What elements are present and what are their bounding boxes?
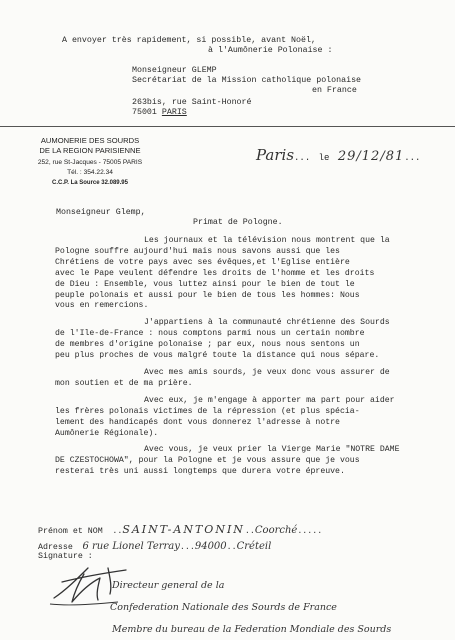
address-dots: ... bbox=[179, 543, 195, 552]
p1-line-3: Chrétiens de votre pays avec ses évêques,et l'Eglise entière bbox=[55, 257, 350, 267]
name-value-first: Coorché bbox=[254, 525, 298, 536]
letterhead-street: 252, rue St-Jacques - 75005 PARIS bbox=[37, 159, 143, 166]
address-postcode-hand: 94000 bbox=[194, 541, 227, 552]
letterhead-org-1: AUMONERIE DES SOURDS bbox=[40, 136, 140, 145]
p5-line-2: DE CZESTOCHOWA", pour la Pologne et je vous assure que je vous bbox=[55, 456, 360, 466]
letterhead-org-2: DE LA REGION PARISIENNE bbox=[39, 146, 141, 155]
name-dots-b: .. bbox=[244, 527, 255, 536]
paragraph-1 bbox=[55, 236, 435, 312]
p2-line-3: de membres d'origine polonaise ; par eux, nous nous sentons un bbox=[55, 340, 360, 350]
footer-line-1: Directeur general de la bbox=[112, 580, 225, 591]
p1-line-4: avec le Pape veulent défendre les droits de l'homme et les droits bbox=[55, 268, 375, 278]
letter-body bbox=[55, 236, 435, 484]
cut-line bbox=[0, 126, 455, 127]
p5-line-1: Avec vous, je veux prier la Vierge Marie "NOTRE DAME bbox=[144, 445, 400, 455]
p2-line-4: peu plus proches de vous malgré toute la distance qui nous sépare. bbox=[55, 351, 380, 361]
p3-line-1: Avec mes amis sourds, je veux donc vous assurer de bbox=[144, 367, 390, 377]
address-line-2: Secrétariat de la Mission catholique polonaise bbox=[132, 76, 362, 85]
instruction-line-2: à l'Aumônerie Polonaise : bbox=[208, 46, 333, 55]
paragraph-3 bbox=[55, 368, 435, 390]
letterhead bbox=[20, 136, 160, 188]
salutation-line-2: Primat de Pologne. bbox=[193, 218, 283, 227]
letterhead-ccp: C.C.P. La Source 32.089.95 bbox=[52, 180, 128, 186]
p4-line-1: Avec eux, je m'engage à apporter ma part pour aider bbox=[144, 395, 395, 405]
p2-line-1: J'appartiens à la communauté chrétienne des Sourds bbox=[144, 318, 390, 328]
p1-line-7: vous en remercions. bbox=[55, 301, 149, 311]
name-value-last: SAINT-ANTONIN bbox=[122, 523, 245, 536]
date-place: Paris bbox=[256, 146, 295, 164]
p1-line-5: de Dieu : Ensemble, vous luttez ainsi pour le bien de tout le bbox=[55, 279, 355, 289]
address-city: PARIS bbox=[161, 108, 187, 117]
paragraph-2 bbox=[55, 318, 435, 362]
address-line-4: 263bis, rue Saint-Honoré bbox=[132, 98, 252, 107]
name-label: Prénom et NOM bbox=[38, 527, 103, 536]
p4-line-2: les frères polonais victimes de la répression (et plus spécia- bbox=[55, 406, 360, 416]
address-field: Adresse 6 rue Lionel Terray...94000..Créteil bbox=[38, 541, 272, 552]
p2-line-2: de l'Ile-de-France : nous comptons parmi nous un certain nombre bbox=[55, 329, 365, 339]
date-dots: ... bbox=[294, 153, 311, 163]
letterhead-tel: Tél. : 354.22.34 bbox=[67, 169, 113, 176]
p5-line-3: resterai très uni aussi longtemps que durera votre épreuve. bbox=[55, 467, 345, 477]
date-le: le bbox=[318, 153, 330, 163]
p1-line-1: Les journaux et la télévision nous montrent que la bbox=[144, 236, 390, 245]
address-label: Adresse bbox=[38, 543, 73, 552]
footer-line-2: Confederation Nationale des Sourds de France bbox=[110, 602, 337, 613]
salutation-line-1: Monseigneur Glemp, bbox=[56, 208, 146, 217]
address-value: 6 rue Lionel Terray bbox=[82, 541, 180, 552]
name-dots-a: .. bbox=[112, 527, 123, 536]
p1-line-6: peuple polonais et aussi pour le bien de tous les hommes: Nous bbox=[55, 290, 360, 300]
p4-line-4: Aumônerie Régionale). bbox=[55, 428, 159, 438]
name-dots-c: ..... bbox=[297, 527, 323, 536]
p1-line-2: Pologne souffre aujourd'hui mais nous savons aussi que les bbox=[55, 246, 340, 256]
signature-label: Signature : bbox=[38, 552, 93, 561]
address-line-3: en France bbox=[312, 86, 357, 95]
footer-line-3: Membre du bureau de la Federation Mondiale des Sourds bbox=[112, 624, 392, 635]
p3-line-2: mon soutien et de ma prière. bbox=[55, 378, 193, 388]
paragraph-4 bbox=[55, 396, 435, 440]
address-line-1: Monseigneur GLEMP bbox=[132, 66, 217, 75]
paragraph-5 bbox=[55, 445, 435, 478]
p4-line-3: lement des handicapés dont vous donnerez l'adresse à notre bbox=[55, 417, 340, 427]
instruction-line-1: A envoyer très rapidement, si possible, avant Noël, bbox=[62, 36, 316, 45]
address-city-hand: Créteil bbox=[236, 541, 272, 552]
date-trail: ... bbox=[404, 153, 421, 163]
date-line bbox=[256, 146, 420, 165]
date-value: 29/12/81 bbox=[337, 149, 405, 164]
address-city-line bbox=[132, 108, 187, 119]
address-postcode: 75001 bbox=[132, 108, 157, 117]
